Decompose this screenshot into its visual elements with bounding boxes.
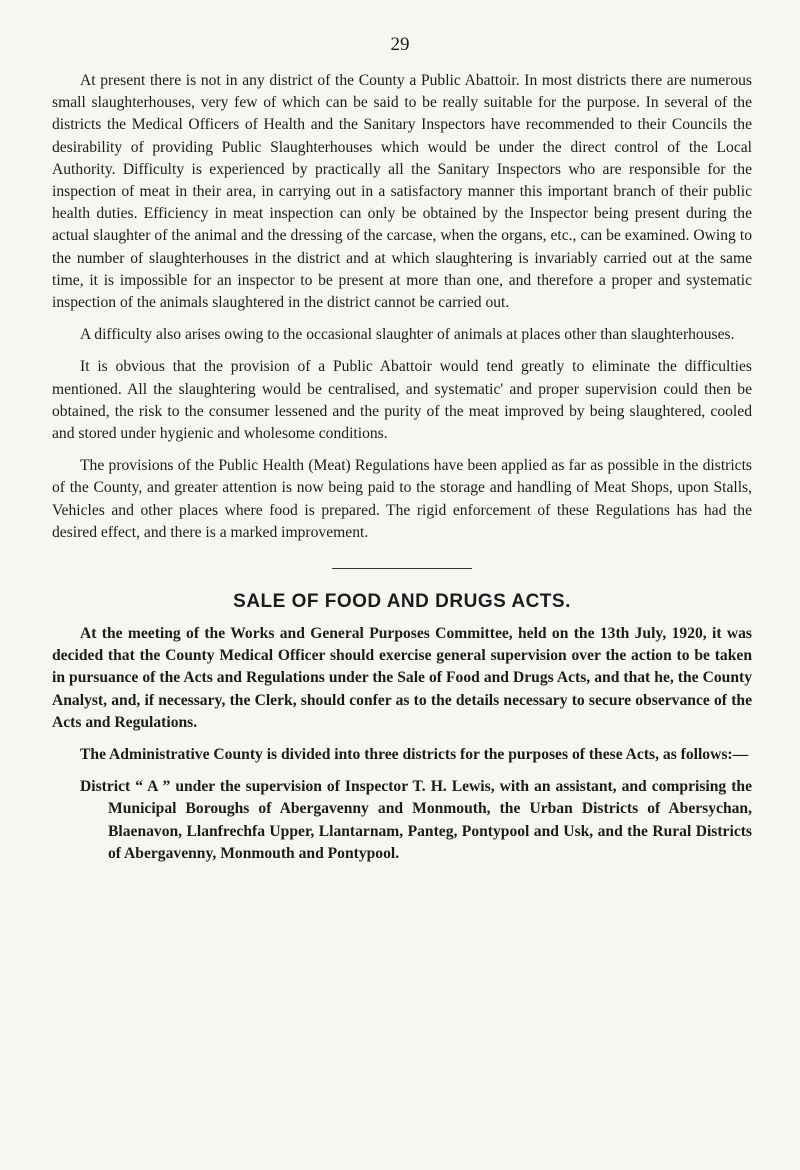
paragraph-committee-meeting: At the meeting of the Works and General Purposes Committee, held on the 13th July, 1920, it was decided that the County Medical Officer should exercise general supervision over the action to be taken in pursuance of the Acts and Regulations under the Sale of Food and Drugs Acts, and that he, the County Analyst, and, if necessary, the Clerk, should confer as to the details necessary to secure observance of the Acts and Regulations. bbox=[52, 625, 752, 731]
paragraph-districts-intro: The Administrative County is divided into three districts for the purposes of these Acts, as follows:— bbox=[80, 746, 749, 764]
section-divider bbox=[332, 568, 472, 569]
page-number: 29 bbox=[390, 34, 410, 55]
paragraph-occasional-slaughter: A difficulty also arises owing to the occasional slaughter of animals at places other than slaughterhouses. bbox=[80, 326, 735, 344]
section-heading: SALE OF FOOD AND DRUGS ACTS. bbox=[233, 591, 571, 613]
paragraph-public-abattoir-benefits: It is obvious that the provision of a Public Abattoir would tend greatly to eliminate the difficulties mentioned. All the slaughtering would be centralised, and systematic' and proper supervision could then be obtained, the risk to the consumer lessened and the purity of the meat improved by being slaughtered, cooled and stored under hygienic and wholesome conditions. bbox=[52, 358, 752, 443]
paragraph-abattoir: At present there is not in any district of the County a Public Abattoir. In most districts there are numerous small slaughterhouses, very few of which can be said to be really suitable for the purpose. In several of the districts the Medical Officers of Health and the Sanitary Inspectors have recommended to their Councils the desirability of providing Public Slaughterhouses which would be under the direct control of the Local Authority. Difficulty is experienced by practically all the Sanitary Inspectors who are responsible for the inspection of meat in their area, in carrying out in a satisfactory manner this important branch of their public health duties. Efficiency in meat inspection can only be obtained by the Inspector being present during the actual slaughter of the animal and the dressing of the carcase, when the organs, etc., can be examined. Owing to the number of slaughterhouses in the district and at which slaughtering is invariably carried out at the same time, it is impossible for an inspector to be present at more than one, and therefore a proper and systematic inspection of the animals slaughtered in the district cannot be carried out. bbox=[52, 72, 752, 312]
paragraph-meat-regulations: The provisions of the Public Health (Meat) Regulations have been applied as far as possible in the districts of the County, and greater attention is now being paid to the storage and handling of Meat Shops, upon Stalls, Vehicles and other places where food is prepared. The rigid enforcement of these Regulations has had the desired effect, and there is a marked improvement. bbox=[52, 457, 752, 541]
district-a-entry: District “ A ” under the supervision of Inspector T. H. Lewis, with an assistant, and comprising the Municipal Boroughs of Abergavenny and Monmouth, the Urban Districts of Abersychan, Blaenavon, Llanfrechfa Upper, Llantarnam, Panteg, Pontypool and Usk, and the Rural Districts of Abergavenny, Monmouth and Pontypool. bbox=[80, 778, 752, 862]
document-body bbox=[52, 70, 752, 875]
